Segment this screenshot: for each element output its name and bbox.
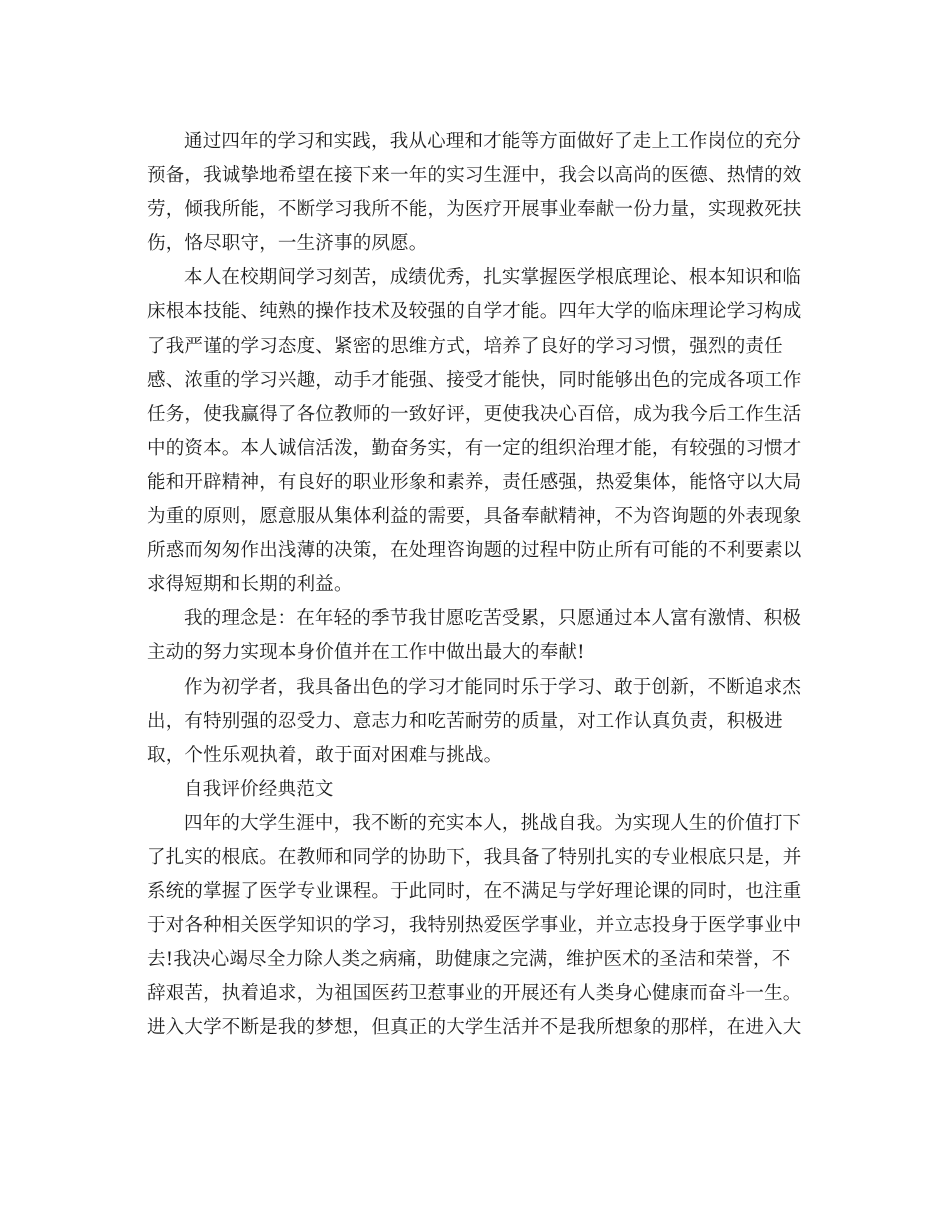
text-line: 辞艰苦，执着追求，为祖国医药卫惹事业的开展还有人类身心健康而奋斗一生。 bbox=[147, 983, 802, 1005]
text-line: 于对各种相关医学知识的学习，我特别热爱医学事业，并立志投身于医学事业中 bbox=[147, 915, 802, 937]
text-line: 本人在校期间学习刻苦，成绩优秀，扎实掌握医学根底理论、根本知识和临 bbox=[184, 267, 802, 289]
text-line: 自我评价经典范文 bbox=[184, 778, 334, 800]
text-line: 劳，倾我所能，不断学习我所不能，为医疗开展事业奉献一份力量，实现救死扶 bbox=[147, 199, 802, 221]
text-line: 求得短期和长期的利益。 bbox=[147, 574, 353, 596]
text-line: 四年的大学生涯中，我不断的充实本人，挑战自我。为实现人生的价值打下 bbox=[184, 812, 802, 834]
document-body bbox=[147, 125, 803, 1046]
text-line: 预备，我诚挚地希望在接下来一年的实习生涯中，我会以高尚的医德、热情的效 bbox=[147, 165, 802, 187]
text-line: 作为初学者，我具备出色的学习才能同时乐于学习、敢于创新，不断追求杰 bbox=[184, 676, 802, 698]
text-line: 系统的掌握了医学专业课程。于此同时，在不满足与学好理论课的同时，也注重 bbox=[147, 881, 802, 903]
text-line: 主动的努力实现本身价值并在工作中做出最大的奉献! bbox=[147, 642, 585, 664]
text-line: 了扎实的根底。在教师和同学的协助下，我具备了特别扎实的专业根底只是，并 bbox=[147, 846, 802, 868]
text-line: 中的资本。本人诚信活泼，勤奋务实，有一定的组织治理才能，有较强的习惯才 bbox=[147, 437, 802, 459]
text-line: 了我严谨的学习态度、紧密的思维方式，培养了良好的学习习惯，强烈的责任 bbox=[147, 335, 783, 357]
text-line: 通过四年的学习和实践，我从心理和才能等方面做好了走上工作岗位的充分 bbox=[184, 131, 802, 152]
text-line: 为重的原则，愿意服从集体利益的需要，具备奉献精神，不为咨询题的外表现象 bbox=[147, 506, 802, 528]
text-line: 我的理念是：在年轻的季节我甘愿吃苦受累，只愿通过本人富有激情、积极 bbox=[184, 608, 802, 630]
text-line: 取，个性乐观执着，敢于面对困难与挑战。 bbox=[147, 744, 503, 766]
text-line: 所惑而匆匆作出浅薄的决策，在处理咨询题的过程中防止所有可能的不利要素以 bbox=[147, 540, 802, 562]
text-line: 感、浓重的学习兴趣，动手才能强、接受才能快，同时能够出色的完成各项工作 bbox=[147, 369, 802, 391]
text-line: 伤，恪尽职守，一生济事的夙愿。 bbox=[147, 233, 428, 255]
text-line: 床根本技能、纯熟的操作技术及较强的自学才能。四年大学的临床理论学习构成 bbox=[147, 301, 802, 323]
text-line: 出，有特别强的忍受力、意志力和吃苦耐劳的质量，对工作认真负责，积极进 bbox=[147, 710, 783, 732]
text-line: 任务，使我赢得了各位教师的一致好评，更使我决心百倍，成为我今后工作生活 bbox=[147, 403, 802, 425]
text-line: 进入大学不断是我的梦想，但真正的大学生活并不是我所想象的那样，在进入大 bbox=[147, 1017, 802, 1039]
text-line: 能和开辟精神，有良好的职业形象和素养，责任感强，热爱集体，能恪守以大局 bbox=[147, 471, 802, 493]
text-line: 去!我决心竭尽全力除人类之病痛，助健康之完满，维护医术的圣洁和荣誉，不 bbox=[147, 949, 791, 971]
